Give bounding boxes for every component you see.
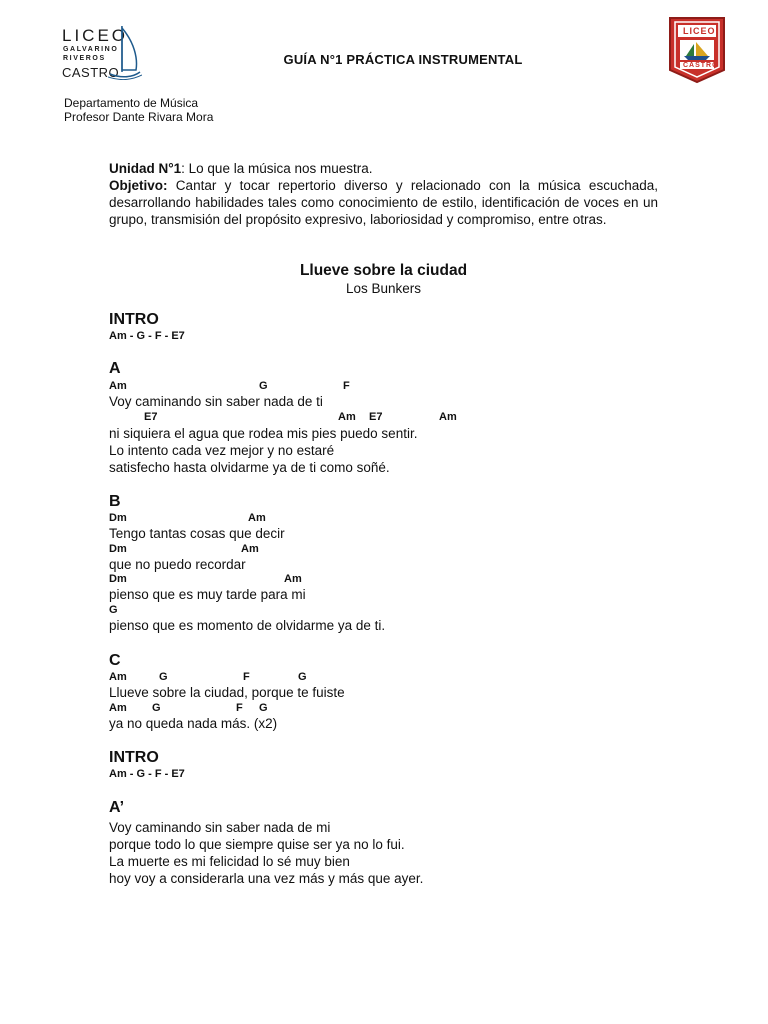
department-name: Departamento de Música — [64, 96, 199, 110]
logo-left-galvarino: GALVARINO — [63, 46, 119, 53]
section-heading-intro-2: INTRO — [109, 749, 159, 766]
chord: Am — [109, 380, 127, 392]
song-title: Llueve sobre la ciudad — [299, 262, 468, 279]
logo-left-liceo: LICEO — [62, 26, 129, 45]
intro-chords: Am - G - F - E7 — [109, 330, 185, 342]
chord: Dm — [109, 573, 127, 585]
department-info — [64, 96, 213, 124]
school-crest-right — [666, 16, 728, 84]
chord: Am — [439, 411, 457, 423]
unit-objective-block — [109, 160, 658, 228]
lyric-line: hoy voy a considerarla una vez más y más que ayer. — [109, 871, 424, 886]
section-heading-b: B — [109, 493, 121, 510]
lyric-line: La muerte es mi felicidad lo sé muy bien — [109, 854, 350, 869]
lyric-line: Voy caminando sin saber nada de ti — [109, 394, 323, 409]
unit-line — [109, 160, 658, 177]
lyric-line: que no puedo recordar — [109, 557, 246, 572]
lyric-line: Tengo tantas cosas que decir — [109, 526, 285, 541]
lyric-line: ya no queda nada más. (x2) — [109, 716, 278, 731]
chord: Am — [241, 543, 259, 555]
unit-text: : Lo que la música nos muestra. — [181, 161, 373, 176]
lyric-line: pienso que es muy tarde para mi — [109, 587, 306, 602]
lyric-line: Llueve sobre la ciudad, porque te fuiste — [109, 685, 345, 700]
chord: G — [152, 702, 161, 714]
chord: Am — [248, 512, 266, 524]
lyric-line: satisfecho hasta olvidarme ya de ti como soñé. — [109, 460, 390, 475]
logo-left-castro: CASTRO — [62, 65, 120, 80]
objective-paragraph — [109, 177, 658, 228]
chord: F — [236, 702, 243, 714]
lyric-line: ni siquiera el agua que rodea mis pies puedo sentir. — [109, 426, 418, 441]
logo-left-riveros: RIVEROS — [63, 55, 106, 62]
crest-liceo-text: LICEO — [683, 26, 716, 36]
intro-2-chords: Am - G - F - E7 — [109, 768, 185, 780]
chord: G — [298, 671, 307, 683]
unit-label: Unidad N°1 — [109, 161, 182, 176]
chord: Dm — [109, 543, 127, 555]
chord: Am — [284, 573, 302, 585]
song-artist: Los Bunkers — [345, 281, 422, 296]
section-heading-a: A — [109, 360, 121, 377]
chord: F — [343, 380, 350, 392]
chord: Am — [109, 702, 127, 714]
chord: G — [259, 380, 268, 392]
chord: Am — [338, 411, 356, 423]
teacher-name: Profesor Dante Rivara Mora — [64, 110, 214, 124]
lyric-line: Lo intento cada vez mejor y no estaré — [109, 443, 335, 458]
chord: G — [159, 671, 168, 683]
objective-text: Cantar y tocar repertorio diverso y relacionado con la música escuchada, desarrollando habilidades tales como conocimiento de estilo, identificación de voces en un grupo, transmisión del propósito expresivo, laboriosidad y compromiso, entre otras. — [109, 178, 658, 227]
lyric-line: pienso que es momento de olvidarme ya de ti. — [109, 618, 386, 633]
chord: E7 — [144, 411, 158, 423]
section-heading-c: C — [109, 652, 121, 669]
chord: G — [109, 604, 118, 616]
objective-label: Objetivo: — [109, 178, 168, 193]
chord: Am — [109, 671, 127, 683]
section-heading-intro: INTRO — [109, 311, 159, 328]
chord: Dm — [109, 512, 127, 524]
chord: F — [243, 671, 250, 683]
lyric-line: Voy caminando sin saber nada de mi — [109, 820, 331, 835]
document-title: GUÍA N°1 PRÁCTICA INSTRUMENTAL — [283, 52, 523, 67]
chord: E7 — [369, 411, 383, 423]
lyric-line: porque todo lo que siempre quise ser ya no lo fui. — [109, 837, 405, 852]
section-heading-a-prime: A’ — [109, 799, 125, 816]
chord: G — [259, 702, 268, 714]
crest-castro-text: CASTRO — [683, 62, 719, 69]
